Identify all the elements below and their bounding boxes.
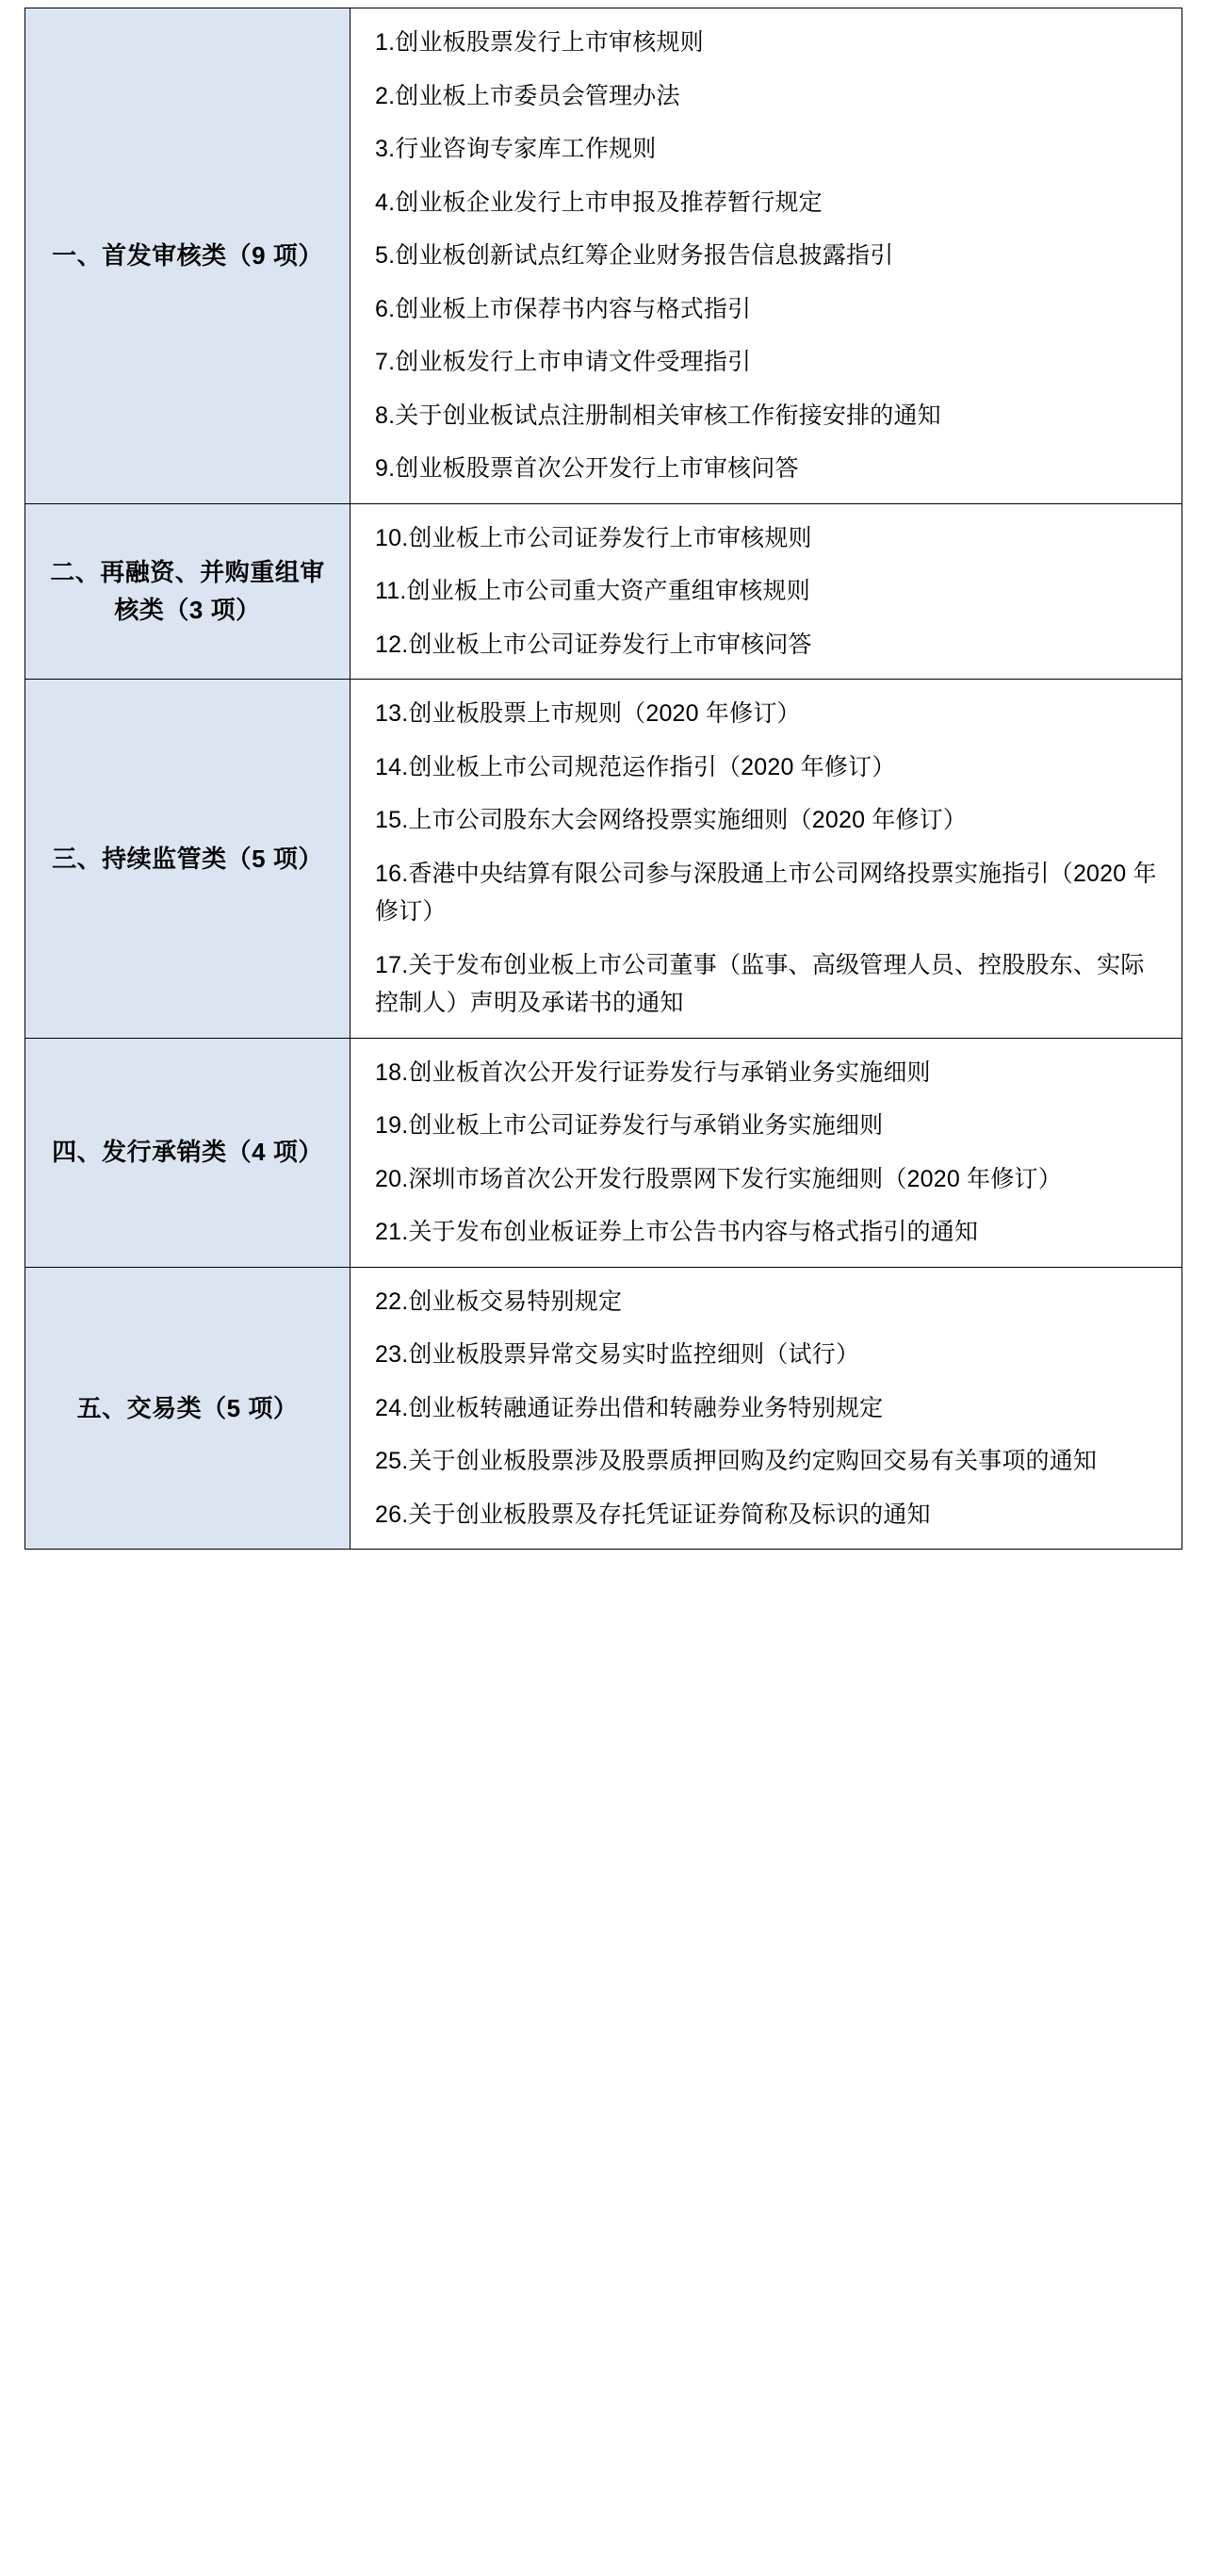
list-item: 25.关于创业板股票涉及股票质押回购及约定购回交易有关事项的通知: [375, 1448, 1098, 1474]
list-item: 21.关于发布创业板证券上市公告书内容与格式指引的通知: [375, 1219, 979, 1245]
items-list: [375, 1054, 1165, 1252]
list-item: 12.创业板上市公司证券发行上市审核问答: [375, 631, 812, 658]
list-item: 18.创业板首次公开发行证券发行与承销业务实施细则: [375, 1058, 931, 1086]
category-cell: 四、发行承销类（4 项）: [25, 1038, 350, 1267]
list-item: 9.创业板股票首次公开发行上市审核问答: [375, 455, 799, 482]
table-body: [25, 8, 1182, 1550]
table-row: [25, 503, 1182, 680]
table-row: [25, 8, 1182, 504]
list-item: 2.创业板上市委员会管理办法: [375, 82, 680, 109]
list-item: 10.创业板上市公司证券发行上市审核规则: [375, 524, 812, 551]
category-cell: 三、持续监管类（5 项）: [25, 680, 350, 1039]
list-item: 1.创业板股票发行上市审核规则: [375, 29, 704, 56]
list-item: 4.创业板企业发行上市申报及推荐暂行规定: [375, 189, 823, 216]
list-item: 17.关于发布创业板上市公司董事（监事、高级管理人员、控股股东、实际控制人）声明及承诺书的通知: [375, 951, 1145, 1016]
table-row: [25, 1267, 1182, 1550]
category-cell: 五、交易类（5 项）: [25, 1267, 350, 1550]
items-list: [375, 519, 1165, 665]
items-cell: [350, 1038, 1182, 1267]
items-list: [375, 1283, 1165, 1534]
table-row: [25, 680, 1182, 1039]
list-item: 6.创业板上市保荐书内容与格式指引: [375, 295, 752, 322]
list-item: 5.创业板创新试点红筹企业财务报告信息披露指引: [375, 242, 894, 269]
list-item: 13.创业板股票上市规则（2020 年修订）: [375, 700, 801, 727]
list-item: 19.创业板上市公司证券发行与承销业务实施细则: [375, 1112, 884, 1139]
list-item: 11.创业板上市公司重大资产重组审核规则: [375, 578, 810, 604]
category-cell: 二、再融资、并购重组审核类（3 项）: [25, 503, 350, 680]
list-item: 23.创业板股票异常交易实时监控细则（试行）: [375, 1341, 860, 1368]
items-cell: [350, 680, 1182, 1039]
list-item: 26.关于创业板股票及存托凭证证券简称及标识的通知: [375, 1501, 931, 1528]
list-item: 20.深圳市场首次公开发行股票网下发行实施细则（2020 年修订）: [375, 1165, 1062, 1192]
regulations-table: [24, 8, 1182, 1550]
category-cell: 一、首发审核类（9 项）: [25, 8, 350, 504]
list-item: 3.行业咨询专家库工作规则: [375, 136, 657, 162]
table-row: [25, 1038, 1182, 1267]
list-item: 7.创业板发行上市申请文件受理指引: [375, 349, 752, 375]
list-item: 8.关于创业板试点注册制相关审核工作衔接安排的通知: [375, 402, 941, 429]
list-item: 14.创业板上市公司规范运作指引（2020 年修订）: [375, 753, 896, 780]
items-cell: [350, 8, 1182, 504]
items-list: [375, 24, 1165, 488]
items-cell: [350, 503, 1182, 680]
list-item: 16.香港中央结算有限公司参与深股通上市公司网络投票实施指引（2020 年修订）: [375, 860, 1157, 925]
list-item: 24.创业板转融通证券出借和转融券业务特别规定: [375, 1394, 884, 1421]
items-cell: [350, 1267, 1182, 1550]
items-list: [375, 695, 1165, 1023]
list-item: 22.创业板交易特别规定: [375, 1288, 623, 1315]
list-item: 15.上市公司股东大会网络投票实施细则（2020 年修订）: [375, 807, 968, 833]
